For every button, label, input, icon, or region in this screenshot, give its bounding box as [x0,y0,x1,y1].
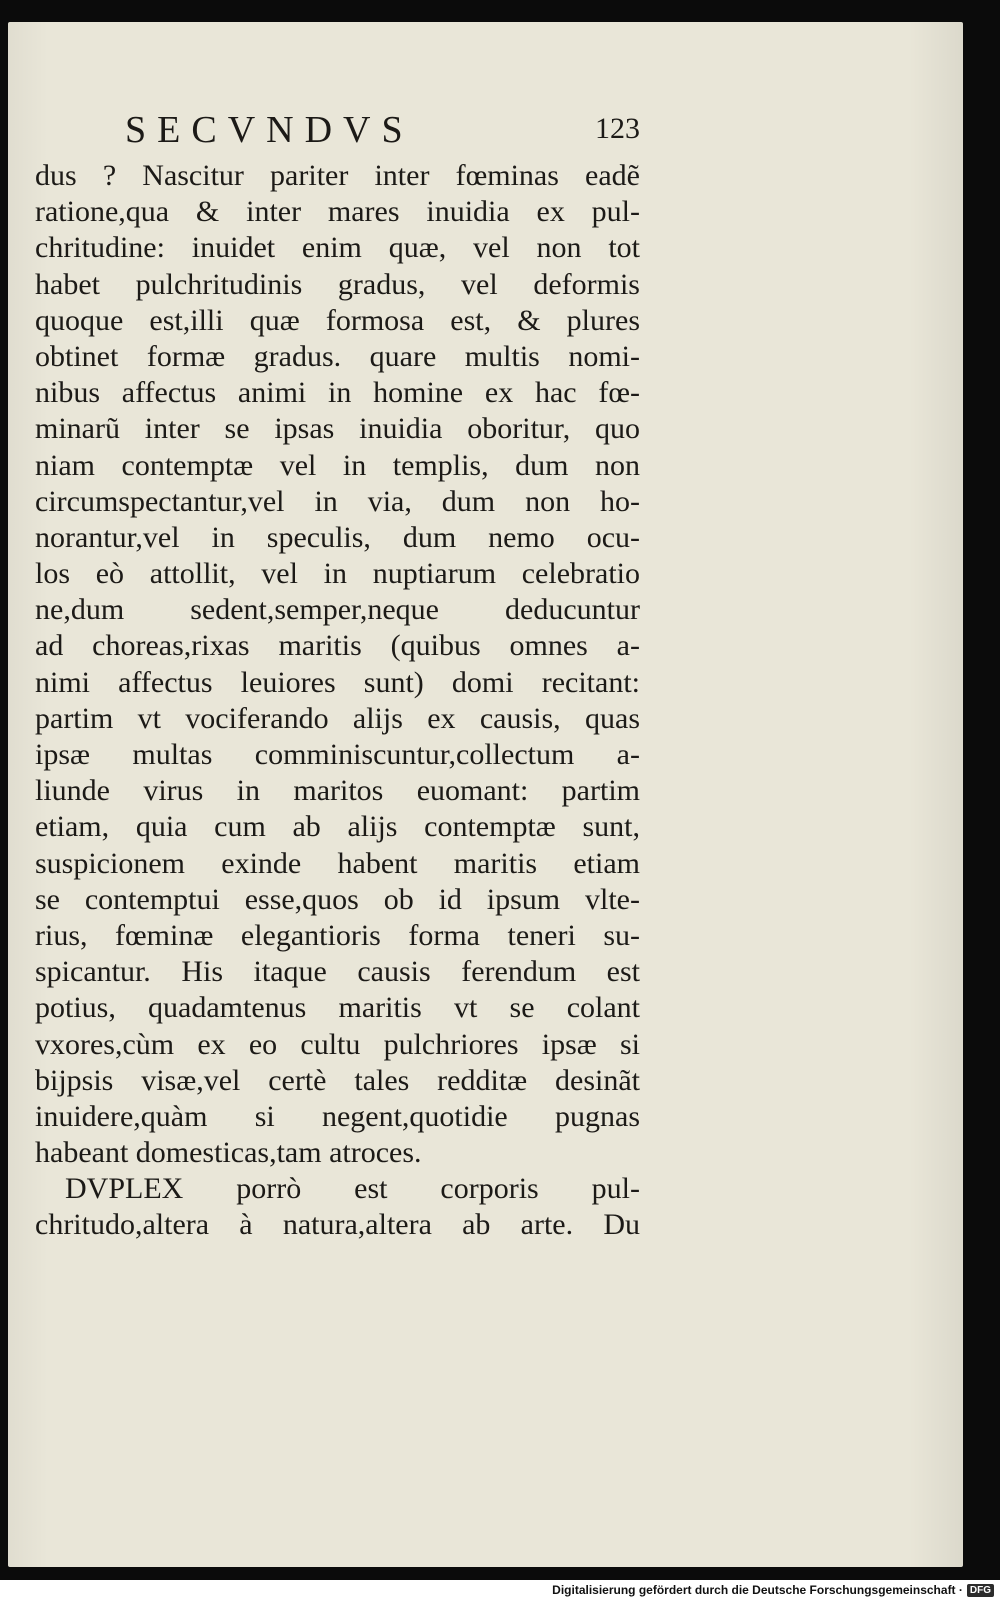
credit-text: Digitalisierung gefördert durch die Deutsche Forschungsgemeinschaft · [552,1583,963,1597]
running-title: SECVNDVS [125,109,414,151]
text-line: spicantur. His itaque causis ferendum est [35,955,640,989]
text-line: etiam, quia cum ab alijs contemptæ sunt, [35,810,640,844]
text-line: DVPLEX porrò est corporis pul- [65,1172,640,1206]
text-line: chritudo,altera à natura,altera ab arte. Du [35,1208,640,1242]
text-line: ne,dum sedent,semper,neque deducuntur [35,593,640,627]
text-line: circumspectantur,vel in via, dum non ho- [35,484,640,518]
text-line: nimi affectus leuiores sunt) domi recitant: [35,665,640,699]
text-line: ad choreas,rixas maritis (quibus omnes a- [35,629,640,663]
text-line: inuidere,quàm si negent,quotidie pugnas [35,1099,640,1133]
digitization-credit [552,1583,994,1597]
page-number: 123 [595,112,640,145]
text-line: potius, quadamtenus maritis vt se colant [35,991,640,1025]
text-line: bijpsis visæ,vel certè tales redditæ desinãt [35,1063,640,1097]
body-text [35,158,665,1244]
text-line: habet pulchritudinis gradus, vel deformis [35,267,640,301]
text-line: rius, fœminæ elegantioris forma teneri su- [35,918,640,952]
text-line: suspicionem exinde habent maritis etiam [35,846,640,880]
text-line: se contemptui esse,quos ob id ipsum vlte- [35,882,640,916]
dfg-logo: DFG [967,1584,994,1597]
text-line: chritudine: inuidet enim quæ, vel non tot [35,231,640,265]
text-line: liunde virus in maritos euomant: partim [35,774,640,808]
text-line: vxores,cùm ex eo cultu pulchriores ipsæ si [35,1027,640,1061]
text-line: dus ? Nascitur pariter inter fœminas eadẽ [35,159,640,192]
text-line: quoque est,illi quæ formosa est, & plures [35,303,640,337]
text-line: ratione,qua & inter mares inuidia ex pul- [35,195,640,229]
text-line: nibus affectus animi in homine ex hac fœ- [35,376,640,410]
text-line: obtinet formæ gradus. quare multis nomi- [35,339,640,373]
text-line: ipsæ multas comminiscuntur,collectum a- [35,738,640,771]
text-line: minarũ inter se ipsas inuidia oboritur, quo [35,412,640,446]
text-line: norantur,vel in speculis, dum nemo ocu- [35,520,640,554]
running-head [35,102,665,158]
text-line: niam contemptæ vel in templis, dum non [35,448,640,482]
text-block [35,102,665,1244]
text-line: partim vt vociferando alijs ex causis, quas [35,701,640,735]
text-line: los eò attollit, vel in nuptiarum celebratio [35,557,640,591]
book-page [8,22,963,1567]
text-line: habeant domesticas,tam atroces. [35,1136,422,1170]
